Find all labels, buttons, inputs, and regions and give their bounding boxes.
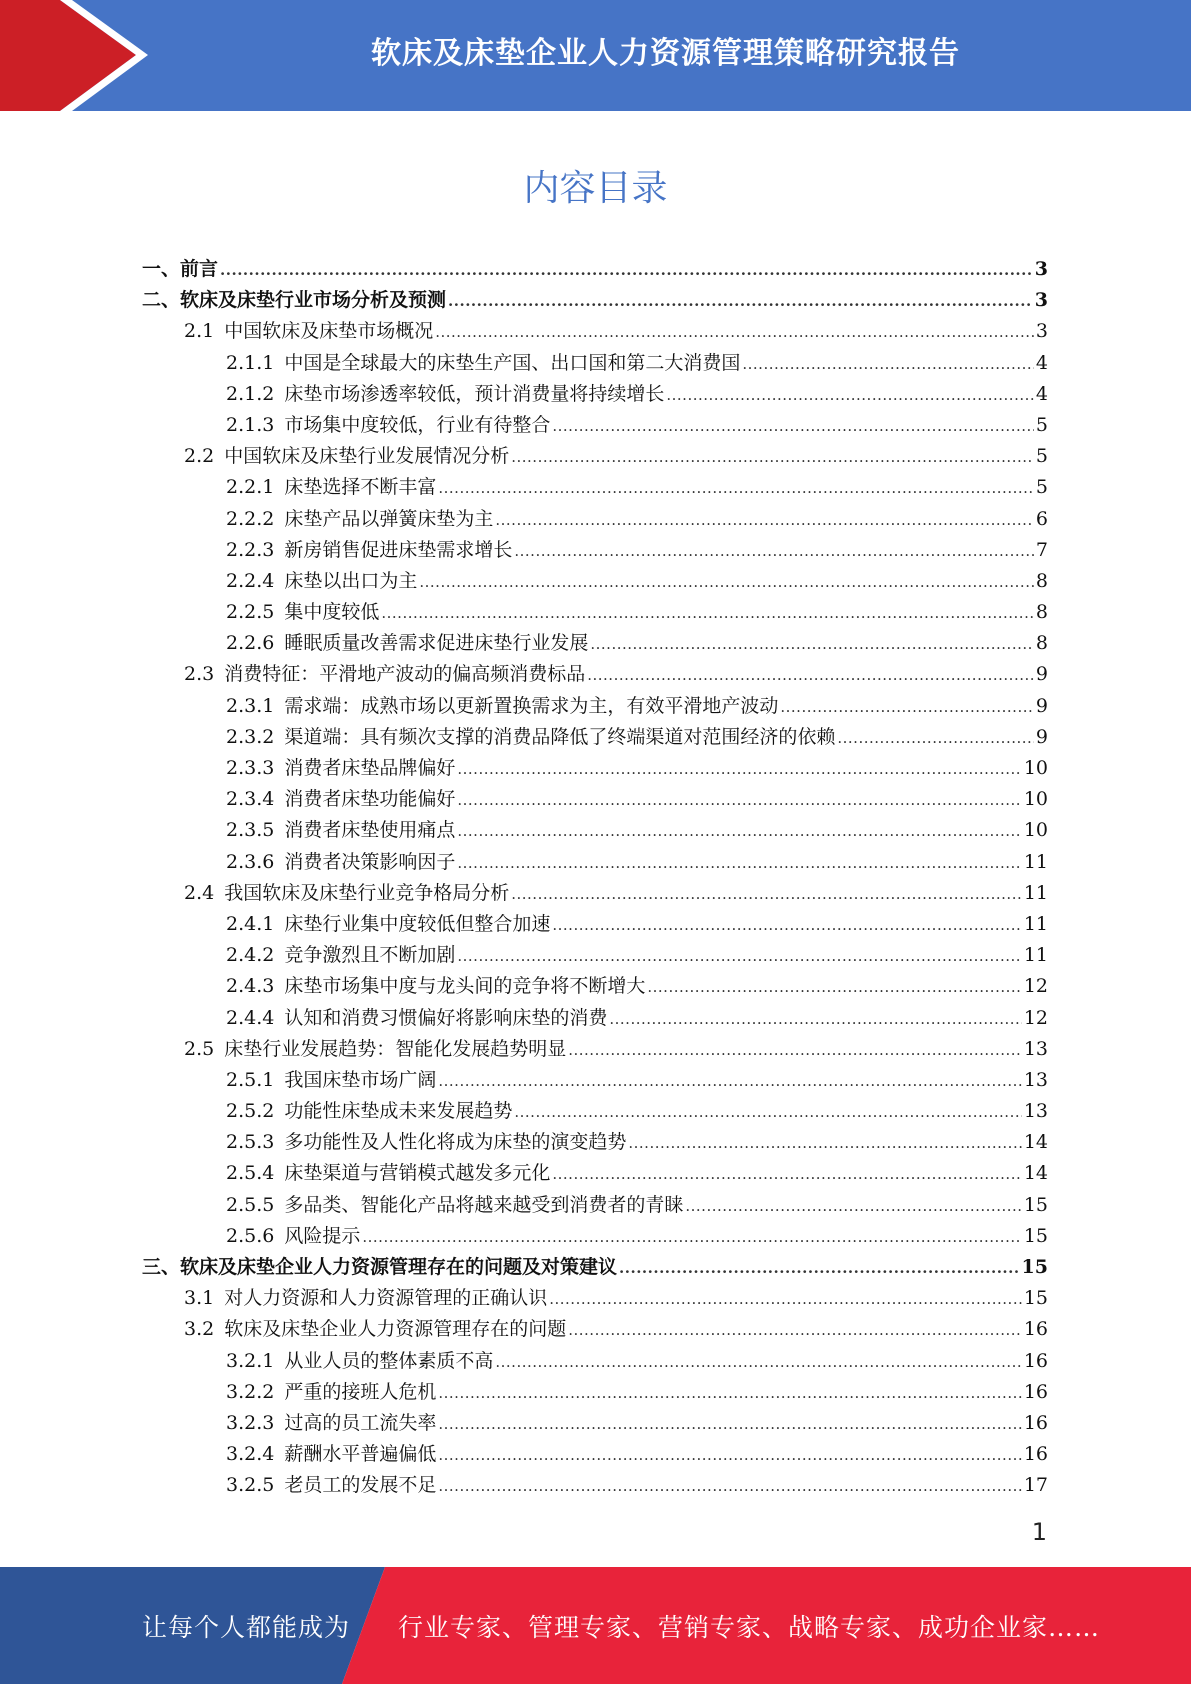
toc-entry-number: 2.4.3 <box>226 975 275 998</box>
toc-entry-number: 2.3.6 <box>226 850 275 873</box>
toc-entry-number: 2.3.1 <box>226 694 275 717</box>
toc-entry-page: 16 <box>1023 1443 1048 1466</box>
toc-entry-page: 5 <box>1035 413 1048 436</box>
toc-entry-title: 消费者决策影响因子 <box>284 850 456 873</box>
toc-entry-title: 消费特征：平滑地产波动的偏高频消费标品 <box>224 663 586 686</box>
toc-dot-leader <box>837 723 1034 754</box>
toc-entry-number: 2.2 <box>184 445 215 468</box>
toc-dot-leader <box>220 255 1033 286</box>
toc-dot-leader <box>609 1004 1021 1035</box>
toc-entry-page: 12 <box>1023 975 1048 998</box>
toc-dot-leader <box>514 1097 1021 1128</box>
toc-entry-title: 床垫选择不断丰富 <box>284 476 437 499</box>
toc-entry[interactable] <box>142 379 1048 410</box>
toc-entry-title: 新房销售促进床垫需求增长 <box>284 538 513 561</box>
toc-dot-leader <box>619 1253 1020 1284</box>
toc-entry-page: 13 <box>1023 1037 1048 1060</box>
toc-dot-leader <box>457 816 1021 847</box>
toc-entry-title: 严重的接班人危机 <box>284 1380 437 1403</box>
toc-entry-page: 15 <box>1023 1224 1048 1247</box>
toc-entry-page: 10 <box>1023 788 1048 811</box>
toc-entry[interactable] <box>142 722 1048 753</box>
toc-entry-page: 4 <box>1035 351 1048 374</box>
toc-entry-number: 2.5.5 <box>226 1193 275 1216</box>
toc-dot-leader <box>362 1222 1021 1253</box>
toc-entry[interactable] <box>142 1065 1048 1096</box>
toc-entry-page: 10 <box>1023 757 1048 779</box>
toc-entry-page: 5 <box>1035 476 1048 499</box>
toc-entry-number: 2.2.2 <box>226 507 275 530</box>
toc-entry-title: 床垫产品以弹簧床垫为主 <box>284 507 494 530</box>
toc-entry-title: 从业人员的整体素质不高 <box>284 1349 494 1372</box>
toc-dot-leader <box>435 317 1034 348</box>
toc-entry-title: 认知和消费习惯偏好将影响床垫的消费 <box>284 1006 608 1029</box>
toc-entry-number: 2.4.4 <box>226 1006 275 1029</box>
toc-entry-number: 三、 <box>142 1256 181 1278</box>
toc-entry[interactable] <box>142 940 1048 971</box>
toc-entry-page: 9 <box>1035 663 1048 686</box>
toc-entry-title: 软床及床垫行业市场分析及预测 <box>180 289 447 312</box>
toc-dot-leader <box>552 411 1034 442</box>
footer-slogan-left: 让每个人都能成为 <box>142 1612 351 1642</box>
toc-dot-leader <box>514 536 1034 567</box>
toc-entry[interactable] <box>142 971 1048 1002</box>
toc-dot-leader <box>419 567 1034 598</box>
toc-entry-page: 11 <box>1023 881 1048 904</box>
toc-entry[interactable] <box>142 878 1048 909</box>
toc-entry-number: 2.5.2 <box>226 1100 275 1123</box>
toc-dot-leader <box>666 380 1034 411</box>
toc-dot-leader <box>438 473 1034 504</box>
toc-entry-page: 8 <box>1035 601 1048 624</box>
toc-dot-leader <box>457 941 1021 972</box>
toc-entry[interactable] <box>142 1314 1048 1345</box>
toc-dot-leader <box>511 879 1022 910</box>
toc-entry-number: 2.5.3 <box>226 1131 275 1154</box>
toc-entry-number: 2.2.5 <box>226 601 275 624</box>
toc-entry-page: 9 <box>1035 694 1048 717</box>
toc-dot-leader <box>549 1284 1022 1315</box>
toc-entry-number: 3.2.2 <box>226 1380 275 1403</box>
toc-entry-title: 软床及床垫企业人力资源管理存在的问题 <box>224 1318 567 1341</box>
toc-dot-leader <box>647 972 1021 1003</box>
toc-entry[interactable] <box>142 784 1048 815</box>
toc-entry-number: 2.5 <box>184 1037 215 1060</box>
toc-entry-title: 床垫市场渗透率较低，预计消费量将持续增长 <box>284 382 665 405</box>
toc-entry-page: 6 <box>1035 507 1048 530</box>
toc-entry[interactable] <box>142 1439 1048 1470</box>
toc-entry-number: 2.1.1 <box>226 351 275 374</box>
toc-entry[interactable] <box>142 1221 1048 1252</box>
toc-entry-page: 11 <box>1023 912 1048 935</box>
toc-entry-title: 市场集中度较低，行业有待整合 <box>284 413 551 436</box>
toc-entry[interactable] <box>142 1470 1048 1501</box>
toc-entry-number: 2.4.1 <box>226 912 275 935</box>
toc-dot-leader <box>552 1159 1021 1190</box>
toc-dot-leader <box>457 754 1021 785</box>
toc-dot-leader <box>438 1066 1021 1097</box>
toc-entry-number: 2.1.3 <box>226 413 275 436</box>
toc-entry-page: 3 <box>1034 289 1048 312</box>
toc-entry-title: 睡眠质量改善需求促进床垫行业发展 <box>284 632 589 655</box>
toc-entry-title: 床垫渠道与营销模式越发多元化 <box>284 1162 551 1185</box>
toc-entry-page: 16 <box>1023 1411 1048 1434</box>
toc-entry-number: 3.2.3 <box>226 1411 275 1434</box>
toc-entry-number: 2.2.1 <box>226 476 275 499</box>
toc-entry[interactable] <box>142 410 1048 441</box>
toc-entry-page: 16 <box>1023 1380 1048 1403</box>
footer-slogan-right: 行业专家、管理专家、营销专家、战略专家、成功企业家…… <box>398 1612 1101 1642</box>
toc-dot-leader <box>587 660 1034 691</box>
toc-dot-leader <box>457 848 1021 879</box>
toc-entry[interactable] <box>142 628 1048 659</box>
toc-entry-number: 2.1 <box>184 320 215 343</box>
toc-entry-title: 消费者床垫品牌偏好 <box>284 757 456 779</box>
toc-entry-page: 11 <box>1023 850 1048 873</box>
toc-entry[interactable] <box>142 1377 1048 1408</box>
toc-entry-number: 二、 <box>142 289 181 312</box>
toc-entry-page: 14 <box>1023 1131 1048 1154</box>
toc-entry-title: 薪酬水平普遍偏低 <box>284 1443 437 1466</box>
toc-entry[interactable] <box>142 1158 1048 1189</box>
toc-entry-page: 16 <box>1023 1318 1048 1341</box>
toc-dot-leader <box>552 910 1021 941</box>
toc-entry-page: 14 <box>1023 1162 1048 1185</box>
toc-entry[interactable] <box>142 504 1048 535</box>
toc-entry-number: 3.2.4 <box>226 1443 275 1466</box>
toc-entry-title: 床垫行业发展趋势：智能化发展趋势明显 <box>224 1037 567 1060</box>
toc-entry[interactable] <box>142 1252 1048 1283</box>
toc-entry-page: 15 <box>1021 1256 1048 1278</box>
toc-dot-leader <box>511 442 1034 473</box>
toc-entry-title: 床垫市场集中度与龙头间的竞争将不断增大 <box>284 975 646 998</box>
toc-entry-number: 2.3.4 <box>226 788 275 811</box>
toc-entry[interactable] <box>142 691 1048 722</box>
toc-entry[interactable] <box>142 1283 1048 1314</box>
table-of-contents <box>142 254 1048 1502</box>
toc-dot-leader <box>742 349 1034 380</box>
toc-entry[interactable] <box>142 472 1048 503</box>
toc-entry-number: 3.2.5 <box>226 1474 275 1497</box>
toc-entry-title: 软床及床垫企业人力资源管理存在的问题及对策建议 <box>180 1256 618 1278</box>
toc-entry-page: 15 <box>1023 1193 1048 1216</box>
toc-entry-page: 9 <box>1035 725 1048 748</box>
toc-entry-page: 3 <box>1035 320 1048 343</box>
toc-entry-page: 8 <box>1035 569 1048 592</box>
toc-entry-title: 多品类、智能化产品将越来越受到消费者的青睐 <box>284 1193 684 1216</box>
toc-dot-leader <box>438 1378 1021 1409</box>
toc-entry-title: 需求端：成熟市场以更新置换需求为主，有效平滑地产波动 <box>284 694 779 717</box>
toc-entry-page: 10 <box>1023 819 1048 842</box>
toc-entry[interactable] <box>142 285 1048 316</box>
toc-entry-page: 5 <box>1035 445 1048 468</box>
toc-entry-title: 床垫行业集中度较低但整合加速 <box>284 912 551 935</box>
toc-heading: 内容目录 <box>523 168 668 209</box>
toc-entry-title: 中国是全球最大的床垫生产国、出口国和第二大消费国 <box>284 351 741 374</box>
toc-entry-title: 风险提示 <box>284 1224 361 1247</box>
toc-entry-title: 多功能性及人性化将成为床垫的演变趋势 <box>284 1131 627 1154</box>
toc-entry-number: 2.2.6 <box>226 632 275 655</box>
toc-entry-number: 2.5.1 <box>226 1068 275 1091</box>
toc-entry-title: 中国软床及床垫市场概况 <box>224 320 434 343</box>
footer-banner <box>0 1567 1191 1684</box>
toc-entry-title: 前言 <box>180 258 219 280</box>
toc-dot-leader <box>448 286 1033 317</box>
toc-entry[interactable] <box>142 348 1048 379</box>
toc-entry-number: 2.5.6 <box>226 1224 275 1247</box>
header-banner <box>0 0 1191 111</box>
toc-dot-leader <box>568 1315 1022 1346</box>
toc-entry-title: 中国软床及床垫行业发展情况分析 <box>224 445 510 468</box>
toc-entry-title: 竞争激烈且不断加剧 <box>284 944 456 967</box>
toc-entry-number: 2.2.4 <box>226 569 275 592</box>
toc-entry-title: 集中度较低 <box>284 601 380 624</box>
toc-entry-number: 2.2.3 <box>226 538 275 561</box>
toc-entry[interactable] <box>142 1190 1048 1221</box>
toc-entry[interactable] <box>142 1408 1048 1439</box>
toc-entry-page: 17 <box>1023 1474 1048 1497</box>
toc-entry-title: 过高的员工流失率 <box>284 1411 437 1434</box>
toc-entry-title: 消费者床垫功能偏好 <box>284 788 456 811</box>
toc-entry-page: 16 <box>1023 1349 1048 1372</box>
toc-entry-page: 4 <box>1035 382 1048 405</box>
toc-dot-leader <box>685 1191 1021 1222</box>
toc-entry-number: 3.2.1 <box>226 1349 275 1372</box>
toc-entry-title: 消费者床垫使用痛点 <box>284 819 456 842</box>
toc-entry-title: 渠道端：具有频次支撑的消费品降低了终端渠道对范围经济的依赖 <box>284 725 836 748</box>
toc-entry[interactable] <box>142 1346 1048 1377</box>
toc-dot-leader <box>495 505 1034 536</box>
toc-entry-title: 功能性床垫成未来发展趋势 <box>284 1100 513 1123</box>
toc-entry-number: 2.1.2 <box>226 382 275 405</box>
toc-entry[interactable] <box>142 1096 1048 1127</box>
toc-entry[interactable] <box>142 753 1048 784</box>
toc-entry[interactable] <box>142 909 1048 940</box>
toc-entry[interactable] <box>142 566 1048 597</box>
page-number: 1 <box>1031 1518 1047 1546</box>
report-title: 软床及床垫企业人力资源管理策略研究报告 <box>371 36 960 71</box>
toc-entry[interactable] <box>142 316 1048 347</box>
toc-dot-leader <box>495 1347 1021 1378</box>
toc-dot-leader <box>381 598 1034 629</box>
toc-entry-number: 2.3.3 <box>226 757 275 779</box>
toc-entry-title: 对人力资源和人力资源管理的正确认识 <box>224 1287 548 1310</box>
toc-entry-page: 7 <box>1035 538 1048 561</box>
toc-entry[interactable] <box>142 847 1048 878</box>
toc-entry[interactable] <box>142 597 1048 628</box>
toc-entry-number: 一、 <box>142 258 181 280</box>
toc-dot-leader <box>628 1128 1021 1159</box>
toc-dot-leader <box>457 785 1021 816</box>
toc-entry-page: 3 <box>1034 258 1048 280</box>
toc-entry-number: 2.4.2 <box>226 944 275 967</box>
toc-entry-number: 3.1 <box>184 1287 215 1310</box>
toc-entry-number: 2.3.2 <box>226 725 275 748</box>
toc-entry[interactable] <box>142 1034 1048 1065</box>
toc-entry-number: 2.3.5 <box>226 819 275 842</box>
toc-dot-leader <box>568 1035 1022 1066</box>
toc-dot-leader <box>438 1471 1021 1502</box>
toc-entry[interactable] <box>142 254 1048 285</box>
toc-entry[interactable] <box>142 1003 1048 1034</box>
toc-entry-number: 2.4 <box>184 881 215 904</box>
toc-dot-leader <box>438 1409 1021 1440</box>
toc-entry-title: 老员工的发展不足 <box>284 1474 437 1497</box>
header-arrow-graphic <box>0 0 150 111</box>
toc-dot-leader <box>438 1440 1021 1471</box>
toc-entry[interactable] <box>142 535 1048 566</box>
toc-entry-page: 12 <box>1023 1006 1048 1029</box>
toc-entry-number: 2.3 <box>184 663 215 686</box>
toc-entry-page: 15 <box>1023 1287 1048 1310</box>
toc-dot-leader <box>780 692 1034 723</box>
toc-entry-title: 我国床垫市场广阔 <box>284 1068 437 1091</box>
toc-entry-number: 3.2 <box>184 1318 215 1341</box>
toc-entry-title: 我国软床及床垫行业竞争格局分析 <box>224 881 510 904</box>
toc-entry[interactable] <box>142 815 1048 846</box>
toc-entry-number: 2.5.4 <box>226 1162 275 1185</box>
toc-entry-page: 13 <box>1023 1100 1048 1123</box>
toc-entry-page: 8 <box>1035 632 1048 655</box>
toc-dot-leader <box>590 629 1034 660</box>
toc-entry-page: 13 <box>1023 1068 1048 1091</box>
toc-entry[interactable] <box>142 1127 1048 1158</box>
toc-entry-title: 床垫以出口为主 <box>284 569 418 592</box>
toc-entry-page: 11 <box>1023 944 1048 967</box>
toc-entry[interactable] <box>142 659 1048 690</box>
toc-entry[interactable] <box>142 441 1048 472</box>
